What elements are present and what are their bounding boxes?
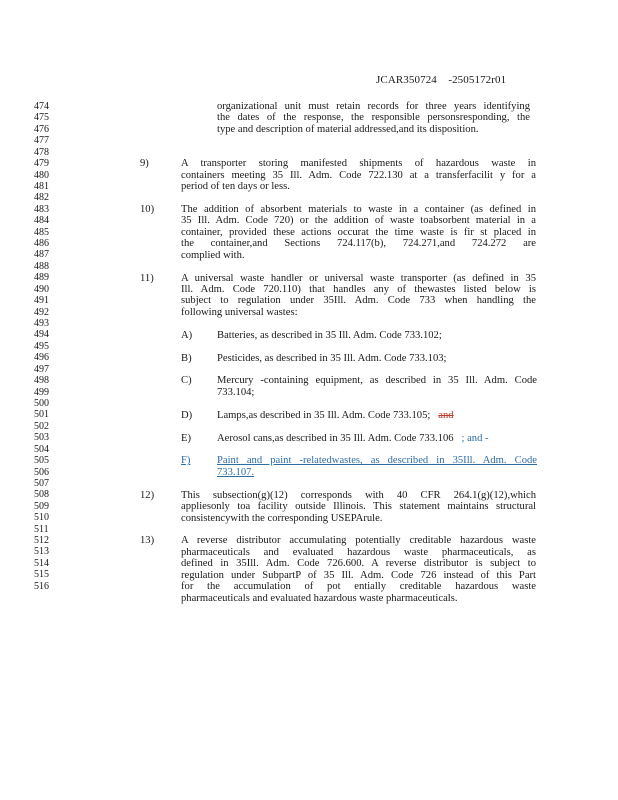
line-number: 478 bbox=[34, 146, 49, 158]
line-number: 502 bbox=[34, 420, 49, 432]
item-12-text bbox=[181, 490, 536, 524]
line-number-column bbox=[34, 101, 56, 592]
subitem-b-text bbox=[217, 353, 537, 364]
line-number: 510 bbox=[34, 512, 49, 524]
line-number: 501 bbox=[34, 409, 49, 421]
line-number: 512 bbox=[34, 535, 49, 547]
text-line bbox=[217, 433, 537, 444]
line-number: 489 bbox=[34, 272, 49, 284]
item-13-text bbox=[181, 535, 536, 604]
subitem-d-main: Lamps,as described in 35 Ill. Adm. Code 733.105; bbox=[217, 409, 431, 421]
line-number: 509 bbox=[34, 500, 49, 512]
inserted-text: ; and - bbox=[461, 432, 489, 444]
text-line: A transporter storing manifested shipments of hazardous waste in bbox=[181, 158, 536, 170]
line-number: 486 bbox=[34, 238, 49, 250]
line-number: 500 bbox=[34, 397, 49, 409]
item-number-13: 13) bbox=[140, 535, 155, 547]
line-number: 492 bbox=[34, 306, 49, 318]
subitem-letter-d: D) bbox=[181, 409, 193, 421]
line-number: 499 bbox=[34, 386, 49, 398]
text-line: pharmaceuticals and evaluated hazardous waste pharmaceuticals. bbox=[181, 592, 458, 604]
text-line: pharmaceuticals and evaluated hazardous waste pharmaceuticals, as bbox=[181, 546, 536, 558]
text-line: 35 Ill. Adm. Code 720) or the addition of waste toabsorbent material in a bbox=[181, 215, 536, 227]
document-id: JCAR350724 bbox=[376, 74, 437, 86]
text-line: the dates of the response, the responsible personsresponding, the bbox=[217, 112, 530, 124]
line-number: 493 bbox=[34, 318, 49, 330]
line-number: 479 bbox=[34, 158, 49, 170]
text-line: defined in 35Ill. Adm. Code 726.600. A reverse distributor is subject to bbox=[181, 558, 536, 570]
document-version: -2505172r01 bbox=[448, 74, 507, 86]
continuation-paragraph bbox=[217, 101, 530, 135]
page-header bbox=[376, 74, 506, 86]
text-line: containers meeting 35 Ill. Adm. Code 722.130 at a transferfacilit y for a bbox=[181, 169, 536, 181]
text-line: following universal wastes: bbox=[181, 306, 298, 318]
line-number: 483 bbox=[34, 203, 49, 215]
text-line: for the accumulation of pot entially creditable hazardous waste bbox=[181, 581, 536, 593]
subitem-f-text bbox=[217, 455, 537, 478]
item-9-text bbox=[181, 158, 536, 192]
line-number: 505 bbox=[34, 455, 49, 467]
text-line: Batteries, as described in 35 Ill. Adm. Code 733.102; bbox=[217, 329, 442, 341]
text-line: Paint and paint -relatedwastes, as described in 35Ill. Adm. Code bbox=[217, 455, 537, 467]
subitem-letter-f: F) bbox=[181, 455, 191, 467]
text-line: Mercury -containing equipment, as described in 35 Ill. Adm. Code bbox=[217, 375, 537, 387]
line-number: 508 bbox=[34, 489, 49, 501]
line-number: 498 bbox=[34, 375, 49, 387]
text-line: Ill. Adm. Code 720.110) that handles any of thewastes listed below is bbox=[181, 283, 536, 295]
subitem-e-main: Aerosol cans,as described in 35 Ill. Adm. Code 733.106 bbox=[217, 432, 454, 444]
text-line: subject to regulation under 35Ill. Adm. Code 733 when handling the bbox=[181, 295, 536, 307]
subitem-letter-a: A) bbox=[181, 329, 193, 341]
line-number: 476 bbox=[34, 123, 49, 135]
line-number: 497 bbox=[34, 363, 49, 375]
text-line bbox=[217, 410, 537, 421]
subitem-letter-b: B) bbox=[181, 352, 192, 364]
line-number: 480 bbox=[34, 169, 49, 181]
text-line: A universal waste handler or universal waste transporter (as defined in 35 bbox=[181, 272, 536, 284]
item-10-text bbox=[181, 204, 536, 261]
struck-text: and bbox=[438, 409, 454, 421]
text-line: organizational unit must retain records for three years identifying bbox=[217, 101, 530, 112]
line-number: 514 bbox=[34, 557, 49, 569]
line-number: 474 bbox=[34, 101, 49, 112]
line-number: 515 bbox=[34, 569, 49, 581]
line-number: 475 bbox=[34, 112, 49, 124]
text-line: consistencywith the corresponding USEPArule. bbox=[181, 512, 383, 524]
line-number: 482 bbox=[34, 192, 49, 204]
text-line: complied with. bbox=[181, 249, 245, 261]
line-number: 504 bbox=[34, 443, 49, 455]
subitem-letter-c: C) bbox=[181, 375, 192, 387]
line-number: 516 bbox=[34, 580, 49, 592]
line-number: 485 bbox=[34, 226, 49, 238]
line-number: 495 bbox=[34, 340, 49, 352]
text-line: Pesticides, as described in 35 Ill. Adm. Code 733.103; bbox=[217, 352, 447, 364]
line-number: 490 bbox=[34, 283, 49, 295]
line-number: 513 bbox=[34, 546, 49, 558]
line-number: 488 bbox=[34, 260, 49, 272]
line-number: 477 bbox=[34, 135, 49, 147]
item-number-10: 10) bbox=[140, 203, 155, 215]
text-line: type and description of material addressed,and its disposition. bbox=[217, 123, 479, 135]
line-number: 506 bbox=[34, 466, 49, 478]
item-number-12: 12) bbox=[140, 489, 155, 501]
subitem-d-text bbox=[217, 410, 537, 421]
line-number: 487 bbox=[34, 249, 49, 261]
item-number-9: 9) bbox=[140, 158, 149, 170]
text-line: This subsection(g)(12) corresponds with 40 CFR 264.1(g)(12),which bbox=[181, 489, 536, 501]
line-number: 481 bbox=[34, 180, 49, 192]
text-line: container, provided these actions occurat the time waste is fir st placed in bbox=[181, 226, 536, 238]
text-line: 733.104; bbox=[217, 386, 255, 398]
text-line: The addition of absorbent materials to waste in a container (as defined in bbox=[181, 203, 536, 215]
subitem-e-text bbox=[217, 433, 537, 444]
text-line: the container,and Sections 724.117(b), 724.271,and 724.272 are bbox=[181, 238, 536, 250]
text-line: appliesonly toa facility outside Illinois. This statement maintains structural bbox=[181, 501, 536, 513]
line-number: 496 bbox=[34, 352, 49, 364]
text-line: 733.107. bbox=[217, 466, 255, 478]
text-line: A reverse distributor accumulating potentially creditable hazardous waste bbox=[181, 535, 536, 547]
text-line: regulation under SubpartP of 35 Ill. Adm. Code 726 instead of this Part bbox=[181, 569, 536, 581]
line-number: 491 bbox=[34, 295, 49, 307]
line-number: 507 bbox=[34, 477, 49, 489]
item-number-11: 11) bbox=[140, 272, 154, 284]
subitem-c-text bbox=[217, 375, 537, 398]
line-number: 511 bbox=[34, 523, 49, 535]
subitem-letter-e: E) bbox=[181, 432, 191, 444]
line-number: 484 bbox=[34, 215, 49, 227]
text-line: period of ten days or less. bbox=[181, 181, 290, 193]
line-number: 503 bbox=[34, 432, 49, 444]
subitem-a-text bbox=[217, 330, 537, 341]
item-11-text bbox=[181, 273, 536, 319]
line-number: 494 bbox=[34, 329, 49, 341]
